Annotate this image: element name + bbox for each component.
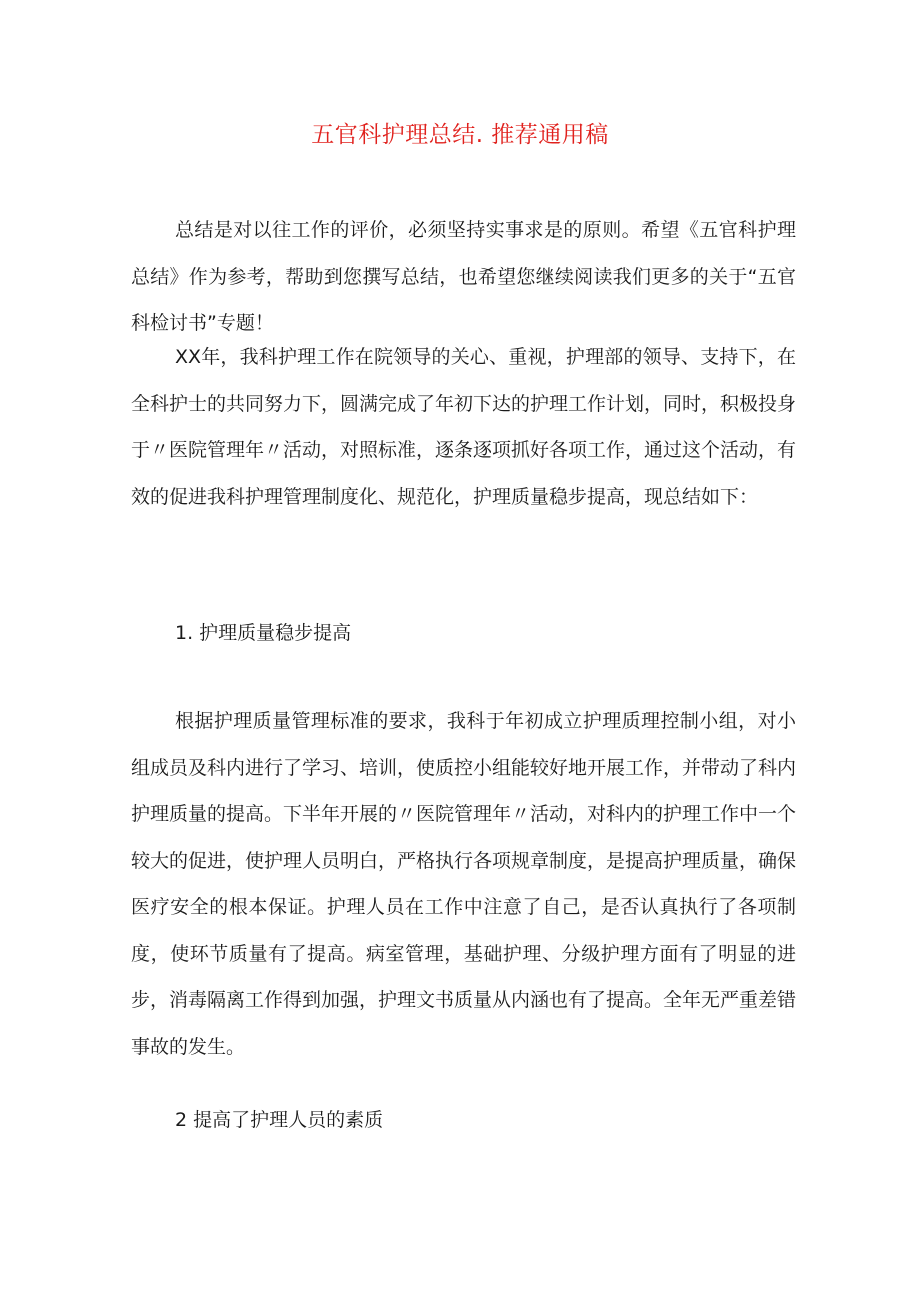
- section-2-heading: 2 提高了护理人员的素质: [175, 1109, 384, 1131]
- overview-paragraph: XX年，我科护理工作在院领导的关心、重视，护理部的领导、支持下，在全科护士的共同努力下，圆满完成了年初下达的护理工作计划，同时，积极投身于〃医院管理年〃活动，对照标准，逐条逐项抓好各项工作，通过这个活动，有效的促进我科护理管理制度化、规范化，护理质量稳步提高，现总结如下：: [131, 346, 797, 508]
- section-1-heading: 1. 护理质量稳步提高: [175, 622, 352, 644]
- document-title: 五官科护理总结. 推荐通用稿: [311, 122, 609, 148]
- section-1-body: 根据护理质量管理标准的要求，我科于年初成立护理质理控制小组，对小组成员及科内进行了学习、培训，使质控小组能较好地开展工作，并带动了科内护理质量的提高。下半年开展的〃医院管理年〃活动，对科内的护理工作中一个较大的促进，使护理人员明白，严格执行各项规章制度，是提高护理质量，确保医疗安全的根本保证。护理人员在工作中注意了自己，是否认真执行了各项制度，使环节质量有了提高。病室管理，基础护理、分级护理方面有了明显的进步，消毒隔离工作得到加强，护理文书质量从内涵也有了提高。全年无严重差错事故的发生。: [131, 710, 797, 1058]
- intro-paragraph: 总结是对以往工作的评价，必须坚持实事求是的原则。希望《五官科护理总结》作为参考，帮助到您撰写总结，也希望您继续阅读我们更多的关于“五官科检讨书”专题！: [131, 219, 796, 334]
